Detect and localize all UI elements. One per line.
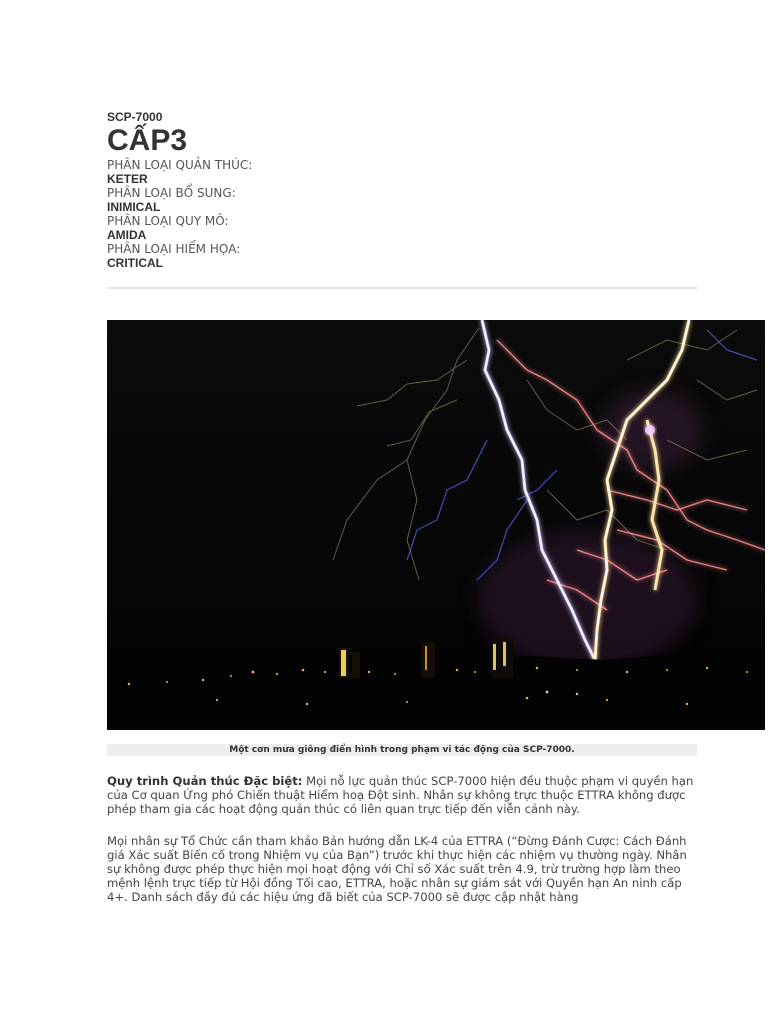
header-divider [107, 287, 697, 289]
procedures-heading: Quy trình Quản thúc Đặc biệt: [107, 774, 303, 788]
risk-class-value: CRITICAL [107, 256, 163, 270]
secondary-class-label: PHÂN LOẠI BỔ SUNG: [107, 186, 236, 200]
scale-class-label: PHÂN LOẠI QUY MÔ: [107, 214, 229, 228]
risk-class-label: PHÂN LOẠI HIỂM HỌA: [107, 242, 241, 256]
lightning-storm-image [107, 320, 765, 730]
image-caption: Một cơn mưa giông điển hình trong phạm vi tác động của SCP-7000. [107, 744, 697, 756]
clearance-level: CẤP3 [107, 124, 188, 157]
containment-class-value: KETER [107, 172, 148, 186]
procedures-paragraph-2: Mọi nhân sự Tổ Chức cần tham khảo Bản hướng dẫn LK-4 của ETTRA (“Đừng Đánh Cược: Cách Đánh giá Xác suất Biến cố trong Nhiệm vụ của Bạn”) trước khi thực hiện các nhiệm vụ thường ngày. Nhân sự không được phép thực hiện mọi hoạt động với Chỉ số Xác suất trên 4.9, trừ trường hợp làm theo mệnh lệnh trực tiếp từ Hội đồng Tối cao, ETTRA, hoặc nhân sự giám sát với Quyền hạn An ninh cấp 4+. Danh sách đầy đủ các hiệu ứng đã biết của SCP-7000 sẽ được cập nhật hàng [107, 834, 687, 904]
item-header [107, 110, 697, 270]
scale-class-value: AMIDA [107, 228, 147, 242]
procedures-paragraph-1 [107, 774, 699, 816]
procedures-text-1: Mọi nỗ lực quản thúc SCP-7000 hiện đều thuộc phạm vi quyền hạn của Cơ quan Ứng phó Chiến thuật Hiểm hoạ Đột sinh. Nhân sự không trực thuộc ETTRA không được phép tham gia các hoạt động quản thúc có liên quan trực tiếp đến viễn cảnh này. [107, 774, 694, 816]
item-number: SCP-7000 [107, 110, 163, 124]
secondary-class-value: INIMICAL [107, 200, 161, 214]
lightning-illustration [107, 320, 765, 730]
containment-class-label: PHÂN LOẠI QUẢN THÚC: [107, 158, 253, 172]
classification-list [107, 158, 697, 270]
